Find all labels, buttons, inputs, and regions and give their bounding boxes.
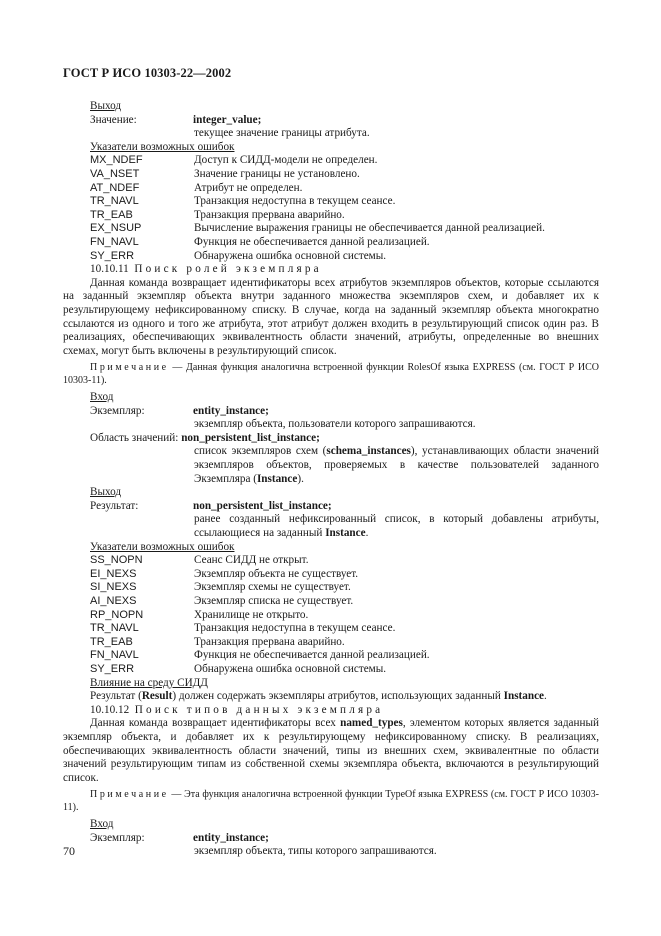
error-text: Экземпляр объекта не существует.	[194, 567, 359, 580]
result-desc-bold: Instance	[325, 527, 366, 540]
error-row	[63, 222, 599, 236]
error-code: EX_NSUP	[90, 222, 142, 235]
error-text: Сеанс СИДД не открыт.	[194, 554, 309, 567]
paragraph-bold: named_types	[340, 717, 403, 730]
instance-desc: экземпляр объекта, пользователи которого запрашиваются.	[194, 418, 476, 431]
error-row	[63, 663, 599, 677]
errors-label: Указатели возможных ошибок	[90, 140, 235, 153]
error-code: TR_EAB	[90, 208, 133, 221]
result-desc-part: ранее созданный нефиксированный список, в который добавлены атрибуты, ссылающиеся на заданный	[194, 513, 599, 540]
section-paragraph	[63, 717, 599, 785]
error-list	[63, 154, 599, 263]
instance-name: entity_instance;	[193, 831, 269, 844]
effect-part: ) должен содержать экземпляры атрибутов, использующих заданный	[172, 690, 504, 703]
note	[63, 789, 599, 814]
error-code: SY_ERR	[90, 662, 135, 675]
section-title: Поиск ролей экземпляра	[134, 263, 322, 276]
note-text: — Данная функция аналогична встроенной функции RolesOf языка EXPRESS (см. ГОСТ Р ИСО 10303-11).	[63, 362, 599, 386]
document-header: ГОСТ Р ИСО 10303-22—2002	[63, 66, 232, 80]
error-text: Обнаружена ошибка основной системы.	[194, 249, 387, 262]
error-text: Транзакция недоступна в текущем сеансе.	[194, 622, 396, 635]
error-row	[63, 595, 599, 609]
error-text: Экземпляр списка не существует.	[194, 595, 354, 607]
error-code: TR_NAVL	[90, 195, 139, 208]
input-label: Вход	[90, 391, 114, 404]
error-row	[63, 250, 599, 264]
result-desc-part: .	[365, 527, 369, 540]
error-code: VA_NSET	[90, 167, 140, 180]
domain-desc-part: ), устанавливающих области значений экземпляров объектов, проверяемых в качестве пользователей заданного Экземпляра (	[194, 445, 599, 485]
section-number: 10.10.12	[90, 703, 130, 716]
output-value-row	[63, 114, 599, 128]
error-code: SI_NEXS	[90, 581, 137, 594]
result-desc	[63, 513, 599, 540]
section-title: Поиск типов данных экземпляра	[134, 703, 384, 716]
error-row	[63, 236, 599, 250]
error-text: Транзакция недоступна в текущем сеансе.	[194, 195, 396, 208]
effect-text	[63, 690, 599, 704]
section-paragraph: Данная команда возвращает идентификаторы всех атрибутов экземпляров объектов, которые ссылаются на заданный экземпляр объекта внутри заданного множества экземпляров схем, и добавляет их к результирующему нефиксированному списку. В случае, когда на заданный экземпляр объекта многократно ссылаются из одного и того же атрибута, этот атрибут должен входить в результирующий список один раз. В реализациях, обеспечивающих эквивалентность области значений, атрибуты, определенные во внешних схемах, могут быть включены в результирующий список.	[63, 276, 599, 357]
error-row	[63, 568, 599, 582]
output-label: Выход	[90, 486, 122, 499]
instance-name: entity_instance;	[193, 404, 269, 417]
value-name: integer_value;	[193, 113, 262, 126]
error-row	[63, 195, 599, 209]
domain-desc-part: ).	[297, 472, 304, 485]
section-number: 10.10.11	[90, 263, 129, 276]
section-heading	[63, 704, 599, 718]
error-text: Транзакция прервана аварийно.	[194, 208, 345, 221]
domain-desc	[63, 445, 599, 486]
error-row	[63, 649, 599, 663]
error-code: AT_NDEF	[90, 181, 140, 194]
paragraph-part: Данная команда возвращает идентификаторы всех	[90, 717, 341, 730]
value-key: Значение:	[90, 113, 137, 126]
error-text: Экземпляр схемы не существует.	[194, 581, 351, 594]
domain-key: Область значений:	[90, 431, 179, 444]
domain-desc-part: список экземпляров схем (	[194, 445, 327, 458]
instance-row	[63, 405, 599, 419]
note-label: Примечание	[90, 362, 169, 374]
error-code: TR_EAB	[90, 635, 133, 648]
error-row	[63, 622, 599, 636]
effect-part: Результат (	[90, 690, 142, 703]
error-code: AI_NEXS	[90, 595, 137, 607]
result-key: Результат:	[90, 499, 139, 512]
error-row	[63, 168, 599, 182]
error-row	[63, 554, 599, 568]
result-row	[63, 500, 599, 514]
error-row	[63, 609, 599, 623]
domain-name: non_persistent_list_instance;	[181, 431, 320, 444]
effect-bold: Result	[141, 690, 173, 703]
value-desc: текущее значение границы атрибута.	[194, 127, 370, 140]
note-text: — Эта функция аналогична встроенной функции TypeOf языка EXPRESS (см. ГОСТ Р ИСО 10303-11).	[63, 789, 599, 813]
result-name: non_persistent_list_instance;	[193, 499, 332, 512]
input-label: Вход	[90, 818, 114, 831]
error-text: Вычисление выражения границы не обеспечивается данной реализацией.	[194, 222, 545, 235]
paragraph-part: , элементом которых является заданный экземпляр объекта, и добавляет их к результирующему нефиксированному списку. В реализациях, обеспечивающих эквивалентность области значений, типы из внешних схем, эквивалентные по области значений результирующим типам из собственной схемы экземпляра объекта, включаются в результирующий список.	[63, 717, 599, 784]
note	[63, 362, 599, 387]
error-code: EI_NEXS	[90, 567, 137, 580]
instance-key: Экземпляр:	[90, 404, 145, 417]
error-row	[63, 581, 599, 595]
error-row	[63, 182, 599, 196]
error-code: FN_NAVL	[90, 649, 139, 662]
error-code: RP_NOPN	[90, 608, 144, 621]
error-list	[63, 554, 599, 676]
error-text: Значение границы не установлено.	[194, 167, 360, 180]
note-label: Примечание	[90, 789, 169, 801]
error-code: TR_NAVL	[90, 622, 139, 635]
error-text: Атрибут не определен.	[194, 181, 303, 194]
effect-label: Влияние на среду СИДД	[90, 676, 208, 689]
instance-desc: экземпляр объекта, типы которого запрашиваются.	[194, 845, 437, 858]
section-heading	[63, 263, 599, 277]
error-text: Хранилище не открыто.	[194, 608, 309, 621]
domain-desc-bold: Instance	[256, 472, 298, 485]
error-code: MX_NDEF	[90, 154, 143, 167]
error-row	[63, 209, 599, 223]
page-content	[63, 100, 599, 859]
error-code: SS_NOPN	[90, 554, 143, 567]
instance-row	[63, 832, 599, 846]
errors-label: Указатели возможных ошибок	[90, 540, 235, 553]
domain-desc-bold: schema_instances	[326, 445, 411, 458]
error-text: Функция не обеспечивается данной реализацией.	[194, 649, 430, 662]
effect-bold: Instance	[503, 690, 545, 703]
error-text: Функция не обеспечивается данной реализацией.	[194, 235, 430, 248]
error-text: Транзакция прервана аварийно.	[194, 635, 345, 648]
error-code: FN_NAVL	[90, 235, 139, 248]
domain-row	[63, 432, 599, 446]
error-text: Доступ к СИДД-модели не определен.	[194, 154, 378, 167]
error-row	[63, 636, 599, 650]
error-text: Обнаружена ошибка основной системы.	[194, 662, 387, 675]
error-code: SY_ERR	[90, 249, 135, 262]
error-row	[63, 154, 599, 168]
effect-part: .	[544, 690, 547, 703]
page-number: 70	[63, 844, 75, 858]
output-label: Выход	[90, 100, 122, 112]
instance-key: Экземпляр:	[90, 831, 145, 844]
